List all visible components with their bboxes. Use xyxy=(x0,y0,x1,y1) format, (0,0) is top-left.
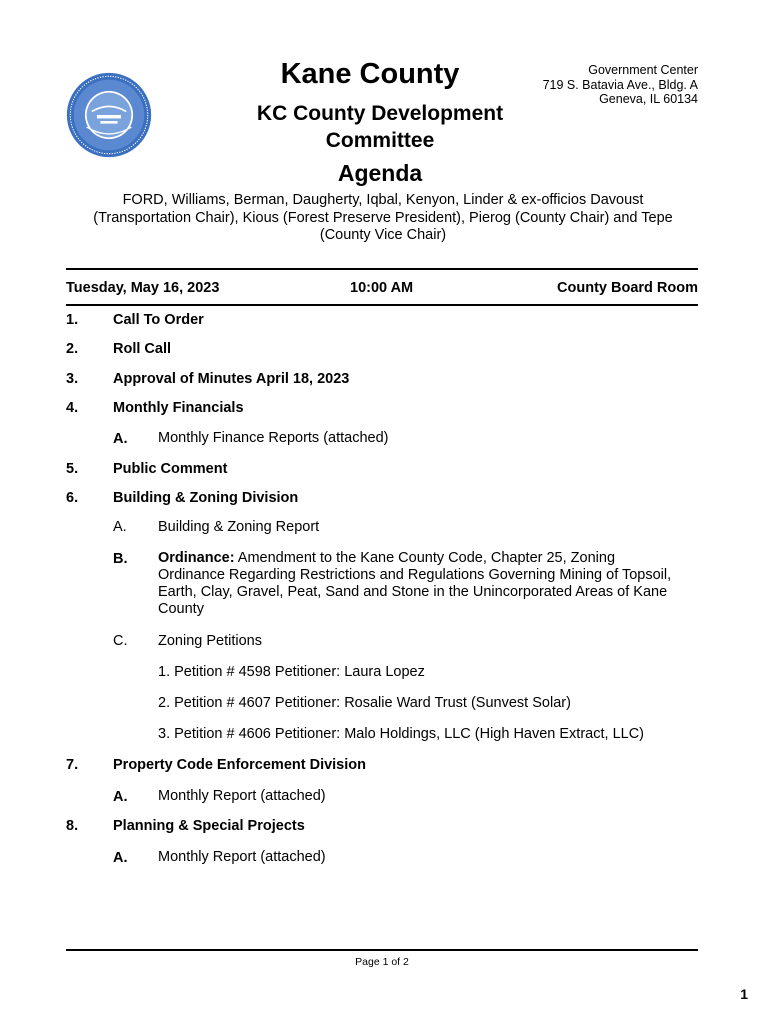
county-seal xyxy=(66,72,152,158)
sub-item-letter: A. xyxy=(113,519,127,535)
item-number: 4. xyxy=(66,400,79,416)
agenda-item-public-comment: Public Comment xyxy=(113,461,228,477)
item-number: 5. xyxy=(66,461,79,477)
page-number: 1 xyxy=(740,986,748,1002)
address-block xyxy=(543,63,698,107)
sub-item-finance-reports: Monthly Finance Reports (attached) xyxy=(158,430,389,446)
address-line3: Geneva, IL 60134 xyxy=(599,92,698,106)
item-number: 8. xyxy=(66,818,79,834)
top-divider xyxy=(66,268,698,270)
agenda-item-approval-of-minutes: Approval of Minutes April 18, 2023 xyxy=(113,371,350,387)
address-line1: Government Center xyxy=(588,63,698,77)
agenda-item-planning-special-projects: Planning & Special Projects xyxy=(113,818,305,834)
meta-divider xyxy=(66,304,698,306)
agenda-item-property-code-enforcement: Property Code Enforcement Division xyxy=(113,757,366,773)
agenda-item-monthly-financials: Monthly Financials xyxy=(113,400,244,416)
ordinance-text-line1: Amendment to the Kane County Code, Chapter 25, Zoning xyxy=(234,550,616,566)
meeting-date: Tuesday, May 16, 2023 xyxy=(66,280,220,296)
item-number: 1. xyxy=(66,312,79,328)
sub-item-building-zoning-report: Building & Zoning Report xyxy=(158,519,320,535)
agenda-item-call-to-order: Call To Order xyxy=(113,312,204,328)
members-line3: (County Vice Chair) xyxy=(319,227,447,243)
item-number: 6. xyxy=(66,490,79,506)
ordinance-text-line3: Earth, Clay, Gravel, Peat, Sand and Stone in the Unincorporated Areas of Kane xyxy=(158,584,668,600)
committee-title-line2: Committee xyxy=(325,129,435,152)
item-number: 2. xyxy=(66,341,79,357)
ordinance-text-line4: County xyxy=(158,601,204,617)
sub-item-letter: A. xyxy=(113,431,128,447)
sub-item-letter: C. xyxy=(113,633,128,649)
sub-item-monthly-report: Monthly Report (attached) xyxy=(158,849,326,865)
sub-item-zoning-petitions: Zoning Petitions xyxy=(158,633,262,649)
sub-item-letter: A. xyxy=(113,789,128,805)
county-title: Kane County xyxy=(280,58,460,90)
agenda-item-building-zoning: Building & Zoning Division xyxy=(113,490,299,506)
petition-item: 3. Petition # 4606 Petitioner: Malo Holdings, LLC (High Haven Extract, LLC) xyxy=(158,726,644,742)
petition-item: 1. Petition # 4598 Petitioner: Laura Lopez xyxy=(158,664,425,680)
agenda-item-roll-call: Roll Call xyxy=(113,341,172,357)
page-label: Page 1 of 2 xyxy=(355,956,409,968)
agenda-heading: Agenda xyxy=(337,160,423,186)
members-line2: (Transportation Chair), Kious (Forest Preserve President), Pierog (County Chair) and Tepe xyxy=(93,209,673,226)
ordinance-label: Ordinance: xyxy=(158,550,235,566)
meeting-time: 10:00 AM xyxy=(350,280,414,296)
committee-title-line1: KC County Development xyxy=(256,102,504,125)
ordinance-line1 xyxy=(158,550,698,567)
sub-item-monthly-report: Monthly Report (attached) xyxy=(158,788,326,804)
members-line1: FORD, Williams, Berman, Daugherty, Iqbal, Kenyon, Linder & ex-officios Davoust xyxy=(122,192,644,208)
item-number: 3. xyxy=(66,371,79,387)
sub-item-letter: B. xyxy=(113,551,128,567)
committee-title xyxy=(230,100,530,154)
ordinance-text-line2: Ordinance Regarding Restrictions and Regulations Governing Mining of Topsoil, xyxy=(158,567,672,583)
item-number: 7. xyxy=(66,757,79,773)
sub-item-letter: A. xyxy=(113,850,128,866)
committee-members xyxy=(66,192,700,245)
petition-item: 2. Petition # 4607 Petitioner: Rosalie Ward Trust (Sunvest Solar) xyxy=(158,695,571,711)
meeting-location: County Board Room xyxy=(557,280,698,296)
footer-divider xyxy=(66,949,698,951)
sub-item-ordinance xyxy=(158,550,698,618)
address-line2: 719 S. Batavia Ave., Bldg. A xyxy=(542,77,698,92)
